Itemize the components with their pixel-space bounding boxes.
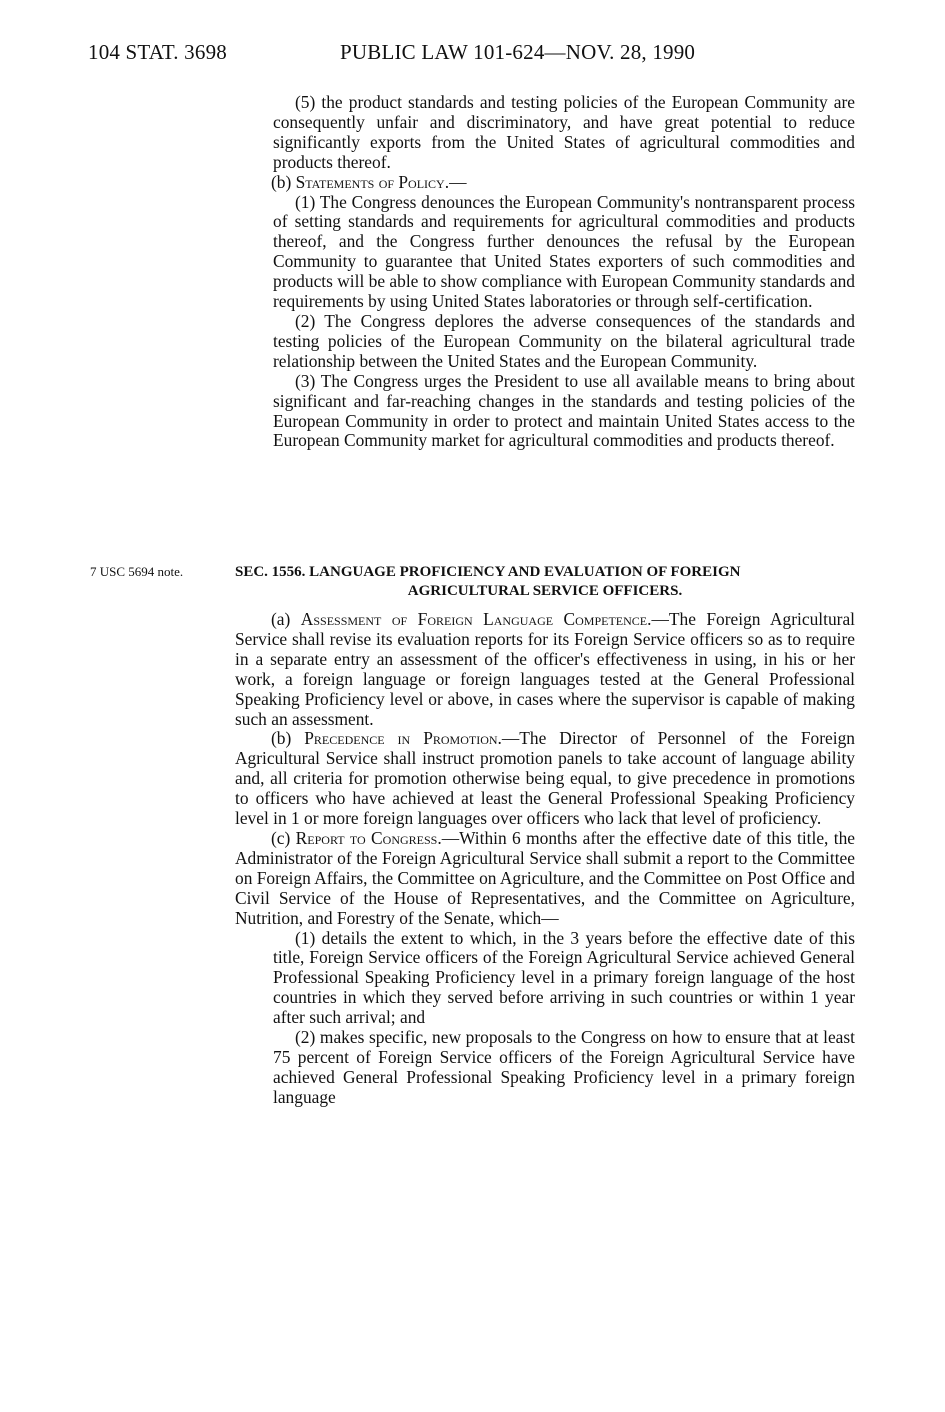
- subsection-c-paragraph-2: (2) makes specific, new proposals to the Congress on how to ensure that at least 75 percent of Foreign Service officers of the Foreign Agricultural Service have achieved General Professional Speaking Proficiency level in a primary foreign language: [273, 1027, 855, 1107]
- section-heading-line-1: SEC. 1556. LANGUAGE PROFICIENCY AND EVALUATION OF FOREIGN: [235, 564, 741, 580]
- policy-paragraph-1: (1) The Congress denounces the European Community's nontransparent process of setting standards and requirements for agricultural commodities and products thereof, and the Congress further denounces the refusal by the European Community to guarantee that United States exporters of such commodities and products will be able to show compliance with European Community standards and requirements by using United States laboratories or through self-certification.: [273, 191, 855, 312]
- subsection-b2-title: Precedence in Promotion: [304, 728, 498, 749]
- statute-page-reference: 104 STAT. 3698: [88, 40, 227, 64]
- subsection-b2-label: (b): [271, 728, 305, 749]
- section-heading: [235, 563, 855, 601]
- policy-paragraph-3: (3) The Congress urges the President to use all available means to bring about significant and far-reaching changes in the standards and testing policies of the European Community in order to protect and maintain United States access to the European Community market for agricultural commodities and products thereof.: [273, 370, 855, 451]
- subsection-b-label: (b): [271, 171, 296, 192]
- subsection-a: [235, 610, 855, 729]
- subsection-b2-text: .—The Director of Personnel of the Foreign Agricultural Service shall instruct promotion panels to take account of language ability and, all criteria for promotion otherwise being equal, to give precedence in promotions to officers who have achieved at least the General Professional Speaking Proficiency level in 1 or more foreign languages over officers who lack that level of proficiency.: [235, 728, 855, 829]
- policy-paragraph-2: (2) The Congress deplores the adverse consequences of the standards and testing policies of the European Community on the bilateral agricultural trade relationship between the United States and the European Community.: [273, 310, 855, 371]
- subsection-a-title: Assessment of Foreign Language Competence: [300, 609, 648, 629]
- subsection-c-title: Report to Congress: [295, 827, 438, 848]
- subsection-a-text: .—The Foreign Agricultural Service shall revise its evaluation reports for its Foreign Service officers so as to require in a separate entry an assessment of the officer's effectiveness in using, in his or her work, a foreign language or foreign languages tested at the General Professional Speaking Proficiency level or above, in cases where the supervisor is capable of making such an assessment.: [235, 609, 855, 729]
- subsection-c: [235, 829, 855, 929]
- subsection-b: [235, 729, 855, 829]
- section-heading-line-2: AGRICULTURAL SERVICE OFFICERS.: [407, 583, 683, 599]
- subsection-a-label: (a): [271, 609, 301, 629]
- paragraph-5: (5) the product standards and testing policies of the European Community are consequently unfair and discriminatory, and have great potential to reduce significantly exports from the United States of agricultural commodities and products thereof.: [273, 92, 855, 172]
- findings-and-policy-block: [235, 93, 855, 451]
- public-law-citation: PUBLIC LAW 101-624—NOV. 28, 1990: [340, 40, 696, 64]
- subsection-c-paragraph-1: (1) details the extent to which, in the 3 years before the effective date of this title, Foreign Service officers of the Foreign Agricultural Service achieved General Professional Speaking Proficiency level in a primary foreign language of the host countries in which they served before arriving in such countries or within 1 year after such arrival; and: [273, 927, 855, 1028]
- section-1556-block: [235, 563, 855, 1108]
- running-head: [88, 40, 868, 74]
- usc-margin-note: 7 USC 5694 note.: [90, 564, 184, 579]
- subsection-c-text: .—Within 6 months after the effective date of this title, the Administrator of the Foreign Agricultural Service shall submit a report to the Committee on Foreign Affairs, the Committee on Agriculture, and the Committee on Post Office and Civil Service of the House of Representatives, and the Committee on Agriculture, Nutrition, and Forestry of the Senate, which—: [235, 827, 856, 928]
- subsection-b-title: Statements of Policy: [295, 171, 445, 192]
- subsection-b-heading: [235, 173, 855, 193]
- subsection-c-label: (c): [271, 827, 296, 848]
- subsection-b-dash: .—: [444, 171, 467, 192]
